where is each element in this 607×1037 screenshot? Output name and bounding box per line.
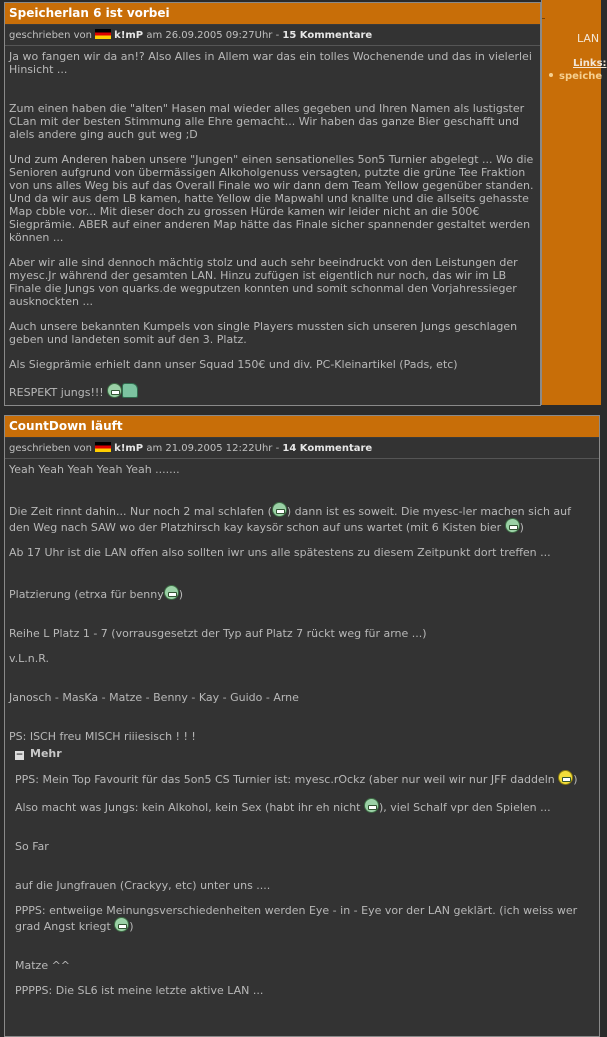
paragraph: auf die Jungfrauen (Crackyy, etc) unter uns .... [15,879,271,892]
paragraph: Reihe L Platz 1 - 7 (vorrausgesetzt der Typ auf Platz 7 rückt weg für arne ...) [9,627,427,640]
meta-prefix: geschrieben von [9,443,92,454]
mehr-toggle[interactable] [15,747,595,760]
meta-date: am 26.09.2005 09:27Uhr - [146,30,280,41]
text-segment: PPPS: entweiige Meinungsverschiedenheiten werden Eye - in - Eye vor der LAN geklärt. (ich weiss wer grad Angst kriegt [15,904,578,933]
paragraph: Yeah Yeah Yeah Yeah Yeah ....... [9,463,180,476]
grin-smiley-icon [107,383,122,398]
news-title[interactable]: CountDown läuft [5,416,599,438]
paragraph [15,904,595,933]
text-segment: Platzierung (etrxa für benny [9,588,164,601]
paragraph: So Far [15,840,49,853]
sidebar-links-heading[interactable]: Links: [573,58,607,69]
sidebar-link-item[interactable] [549,71,602,82]
paragraph: PS: ISCH freu MISCH riiiesisch ! ! ! [9,730,196,743]
sidebar-lan-label: LAN [577,32,600,45]
news-post [4,2,541,406]
news-body [5,459,599,1013]
news-post [4,415,600,1037]
grin-smiley-icon [114,917,129,932]
smile-smiley-icon [558,770,573,785]
comments-link[interactable]: 15 Kommentare [282,30,373,41]
bullet-icon [549,73,553,77]
text-segment: Also macht was Jungs: kein Alkohol, kein Sex (habt ihr eh nicht [15,801,361,814]
paragraph: Matze ^^ [15,959,71,972]
author-link[interactable]: k!mP [114,443,144,454]
comments-link[interactable]: 14 Kommentare [282,443,373,454]
collapse-icon[interactable]: − [15,750,24,760]
paragraph: PPPPS: Die SL6 ist meine letzte aktive LAN ... [15,984,264,997]
text-segment: Die Zeit rinnt dahin... Nur noch 2 mal schlafen ( [9,505,272,518]
news-body [5,46,540,415]
text-segment: PPS: Mein Top Favourit für das 5on5 CS Turnier ist: myesc.rOckz (aber nur weil wir nur JFF daddeln [15,773,555,786]
sidebar-panel [545,18,607,405]
paragraph: Janosch - MasKa - Matze - Benny - Kay - Guido - Arne [9,691,299,704]
grin-smiley-icon [364,798,379,813]
mehr-label[interactable]: Mehr [30,747,62,760]
news-meta [5,25,540,46]
paragraph: Ja wo fangen wir da an!? Also Alles in Allem war das ein tolles Wochenende und das in vielerlei Hinsicht ... [9,50,532,76]
text-segment: ) [519,521,524,534]
paragraph [15,770,595,786]
grin-smiley-icon [272,502,287,517]
paragraph [9,502,595,534]
german-flag-icon [95,29,111,39]
news-title[interactable]: Speicherlan 6 ist vorbei [5,3,540,25]
paragraph: Ab 17 Uhr ist die LAN offen also sollten iwr uns alle spätestens zu diesem Zeitpunkt dort treffen ... [9,546,551,559]
grin-smiley-icon [505,518,520,533]
sidebar [541,0,607,405]
more-content [9,770,595,997]
paragraph: Als Siegprämie erhielt dann unser Squad 150€ und div. PC-Kleinartikel (Pads, etc) [9,358,458,371]
text-segment: ) [573,773,578,786]
sidebar-header [542,0,601,19]
text-segment: ) [129,920,134,933]
paragraph: Aber wir alle sind dennoch mächtig stolz und auch sehr beeindruckt von den Leistungen der myesc.Jr während der gesamten LAN. Hinzu zufügen ist eigentlich nur noch, das wir im LB Finale die Jungs von quarks.de wegputzen konnten und somit schonmal den Vorjahressieger ausknockten ... [9,256,518,308]
paragraph [15,798,595,814]
text-segment: ) [178,588,183,601]
paragraph: Und zum Anderen haben unsere "Jungen" einen sensationelles 5on5 Turnier abgelegt ... Wo die Senioren aufgrund von übermässigen Alkoholgenuss versagten, putzte die grüne Tee Fraktion von uns alles Weg bis auf das Overall Finale wo wir dann dem Team Yellow gegenüber standen. Und da wir aus dem LB kamen, hatte Yellow die Mapwahl und knallte und die allseits gehasste Map cbble vor... Mit dieser doch zu grossen Hürde kamen wir leider nicht an die 500€ Siegprämie. ABER auf einer anderen Map hätte das Finale sicher spannender gestaltet werden können ... [9,153,534,244]
text-segment: ), viel Schalf vpr den Spielen ... [378,801,551,814]
paragraph [9,585,595,601]
author-link[interactable]: k!mP [114,30,144,41]
paragraph [9,383,536,399]
text-segment: ) dann ist es soweit. Die myesc-ler machen sich auf den Weg nach SAW wo der Platzhirsch kay kaysör schon auf uns wartet (mit 6 Kisten bier [9,505,571,534]
paragraph: Auch unsere bekannten Kumpels von single Players mussten sich unseren Jungs geschlagen geben und landeten somit auf den 3. Platz. [9,320,518,346]
paragraph: Zum einen haben die "alten" Hasen mal wieder alles gegeben und Ihren Namen als lustigster CLan mit der besten Stimmung alle Ehre gemacht... Wir haben das ganze Bier geschafft und alels andere ging auch gut weg ;D [9,102,525,141]
news-meta [5,438,599,459]
paragraph: v.L.n.R. [9,652,49,665]
sidebar-link-label[interactable]: speiche [559,71,603,82]
german-flag-icon [95,442,111,452]
grin-smiley-icon [164,585,179,600]
respekt-text: RESPEKT jungs!!! [9,386,104,399]
thumbs-up-icon [122,383,138,398]
meta-date: am 21.09.2005 12:22Uhr - [146,443,280,454]
meta-prefix: geschrieben von [9,30,92,41]
